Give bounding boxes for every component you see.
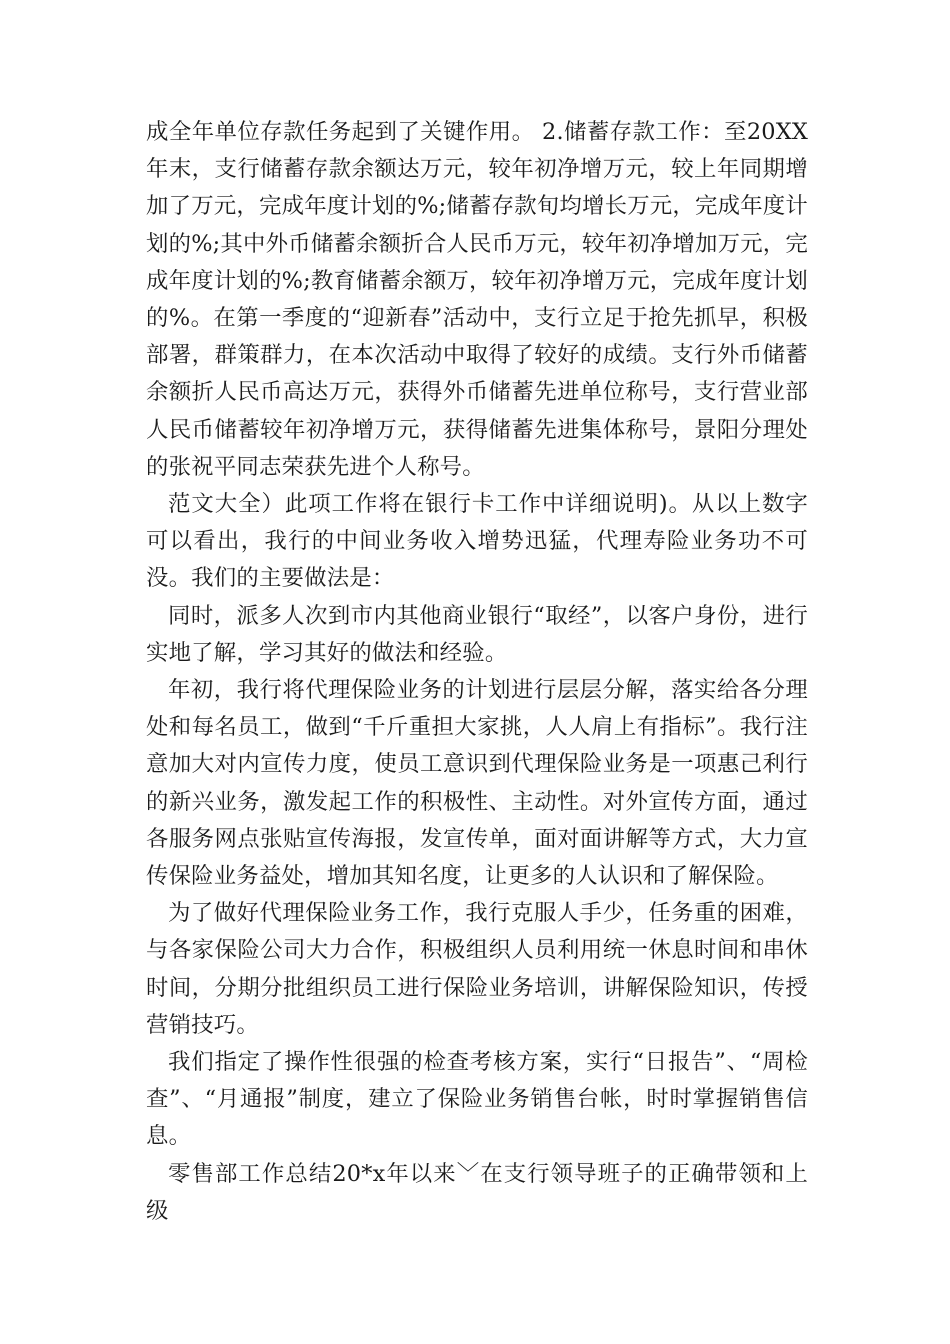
paragraph-6: 我们指定了操作性很强的检查考核方案，实行“日报告”、“周检查”、“月通报”制度，建立了保险业务销售台帐，时时掌握销售信息。 xyxy=(146,1049,808,1150)
paragraph-7: 零售部工作总结20*x年以来﹀在支行领导班子的正确带领和上级 xyxy=(146,1160,808,1224)
paragraph-1: 成全年单位存款任务起到了关键作用。 2.储蓄存款工作：至20XX年末，支行储蓄存款余额达万元，较年初净增万元，较上年同期增加了万元，完成年度计划的%;储蓄存款旬均增长万元，完成年度计划的%;其中外币储蓄余额折合人民币万元，较年初净增加万元，完成年度计划的%;教育储蓄余额万，较年初净增万元，完成年度计划的%。在第一季度的“迎新春”活动中，支行立足于抢先抓早，积极部署，群策群力，在本次活动中取得了较好的成绩。支行外币储蓄余额折人民币高达万元，获得外币储蓄先进单位称号，支行营业部人民币储蓄较年初净增万元，获得储蓄先进集体称号，景阳分理处的张祝平同志荣获先进个人称号。 xyxy=(146,119,808,480)
paragraph-4: 年初，我行将代理保险业务的计划进行层层分解，落实给各分理处和每名员工，做到“千斤重担大家挑，人人肩上有指标”。我行注意加大对内宣传力度，使员工意识到代理保险业务是一项惠己利行的新兴业务，激发起工作的积极性、主动性。对外宣传方面，通过各服务网点张贴宣传海报，发宣传单，面对面讲解等方式，大力宣传保险业务益处，增加其知名度，让更多的人认识和了解保险。 xyxy=(146,677,808,890)
paragraph-5: 为了做好代理保险业务工作，我行克服人手少，任务重的困难，与各家保险公司大力合作，积极组织人员利用统一休息时间和串休时间，分期分批组织员工进行保险业务培训，讲解保险知识，传授营销技巧。 xyxy=(146,900,808,1038)
paragraph-2: 范文大全）此项工作将在银行卡工作中详细说明)。从以上数字可以看出，我行的中间业务收入增势迅猛，代理寿险业务功不可没。我们的主要做法是： xyxy=(146,491,808,592)
paragraph-3: 同时，派多人次到市内其他商业银行“取经”，以客户身份，进行实地了解，学习其好的做法和经验。 xyxy=(146,602,808,666)
document-body xyxy=(146,114,808,1230)
